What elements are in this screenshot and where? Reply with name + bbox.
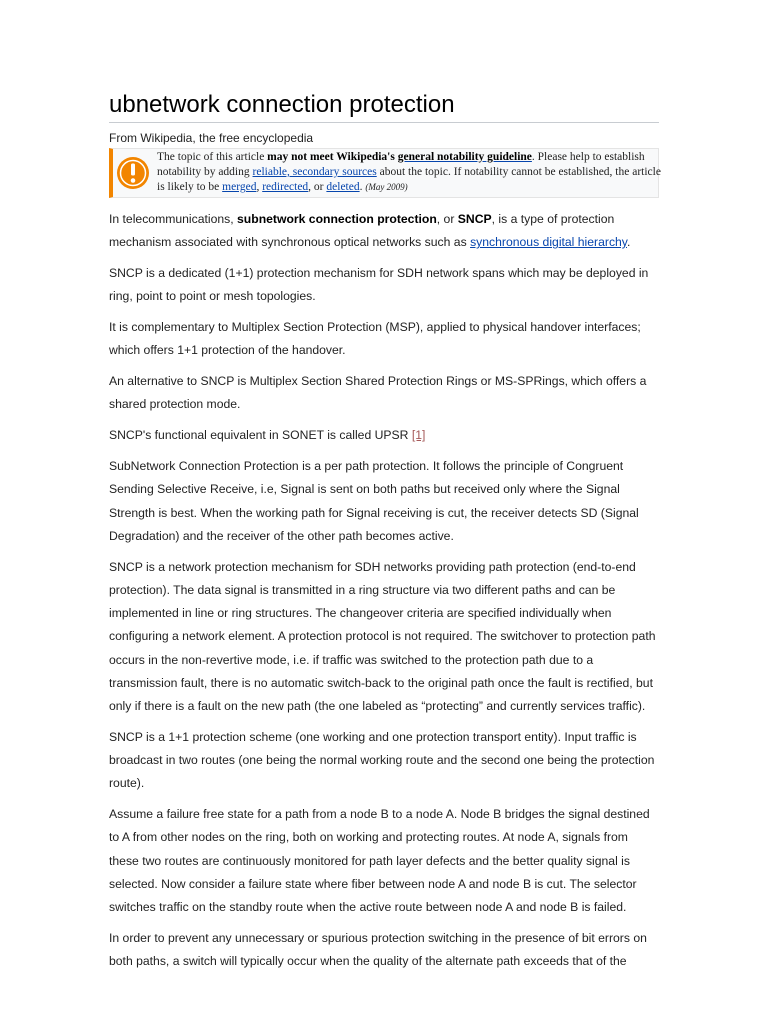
deleted-link[interactable]: deleted: [326, 181, 360, 193]
notice-text-part: The topic of this article: [157, 151, 268, 163]
warning-icon: [116, 156, 150, 190]
title-divider: [109, 122, 659, 123]
article-body: [109, 208, 659, 981]
reference-link[interactable]: [1]: [411, 428, 426, 443]
paragraph: SNCP is a 1+1 protection scheme (one working and one protection transport entity). Input traffic is broadcast in two routes (one being the normal working route and the second one being the protection route).: [109, 729, 655, 791]
notice-text-part: ,: [256, 181, 263, 193]
notice-emphasis: may not meet Wikipedia's: [267, 151, 398, 163]
paragraph: [109, 424, 659, 447]
term-sncp: SNCP: [457, 212, 492, 226]
notice-text-part: .: [359, 181, 366, 193]
notability-guideline-link-label: general notability guideline: [397, 151, 532, 163]
paragraph: Assume a failure free state for a path from a node B to a node A. Node B bridges the signal destined to A from other nodes on the ring, both on working and protecting routes. At node A, signals from these two routes are continuously monitored for path layer defects and the better quality signal is selected. Now consider a failure state where fiber between node A and node B is cut. The selector switches traffic on the standby route when the active route between node A and node B is failed.: [109, 807, 650, 914]
notice-text-part: about the topic. If notability cannot be established, the article is likely to be: [157, 166, 661, 193]
notability-notice: [109, 148, 659, 198]
reliable-sources-link[interactable]: reliable, secondary sources: [252, 166, 377, 178]
notice-text: [157, 150, 662, 195]
paragraph: In order to prevent any unnecessary or spurious protection switching in the presence of bit errors on both paths, a switch will typically occur when the quality of the alternate path exceeds that of the: [109, 930, 647, 969]
paragraph: [109, 208, 659, 254]
term-sncp-full: subnetwork connection protection: [237, 212, 437, 226]
text-span: SNCP's functional equivalent in SONET is called UPSR: [109, 428, 412, 443]
paragraph: An alternative to SNCP is Multiplex Section Shared Protection Rings or MS-SPRings, which offers a shared protection mode.: [109, 374, 647, 412]
site-tagline: From Wikipedia, the free encyclopedia: [109, 131, 314, 145]
paragraph: SNCP is a network protection mechanism for SDH networks providing path protection (end-to-end protection). The data signal is transmitted in a ring structure via two different paths and can be implemented in line or ring structures. The changeover criteria are specified individually when configuring a network element. A protection protocol is not required. The switchover to protection path occurs in the non-revertive mode, i.e. if traffic was switched to the protection path due to a transmission fault, there is no automatic switch-back to the original path once the fault is rectified, but only if there is a fault on the new path (the one labeled as “protecting” and currently services traffic).: [109, 559, 656, 713]
text-span: .: [627, 235, 631, 250]
notice-date: (May 2009): [365, 182, 408, 192]
notice-text-part: , or: [308, 181, 327, 193]
paragraph: SubNetwork Connection Protection is a per path protection. It follows the principle of Congruent Sending Selective Receive, i.e, Signal is sent on both paths but received only where the Signal Strength is best. When the working path for Signal receiving is cut, the receiver detects SD (Signal Degradation) and the receiver of the other path becomes active.: [109, 459, 639, 543]
paragraph: SNCP is a dedicated (1+1) protection mechanism for SDH network spans which may be deployed in ring, point to point or mesh topologies.: [109, 266, 649, 304]
text-span: In telecommunications,: [109, 212, 238, 226]
text-span: , is a type of protection mechanism associated with synchronous optical networks such as: [109, 212, 615, 250]
sdh-link[interactable]: synchronous digital hierarchy: [470, 235, 627, 250]
paragraph: It is complementary to Multiplex Section Protection (MSP), applied to physical handover interfaces; which offers 1+1 protection of the handover.: [109, 320, 641, 358]
redirected-link[interactable]: redirected: [262, 181, 309, 193]
page-title: ubnetwork connection protection: [109, 91, 455, 118]
text-span: , or: [436, 212, 458, 226]
merged-link[interactable]: merged: [222, 181, 257, 193]
notability-guideline-link[interactable]: [398, 151, 532, 163]
notice-text-part: . Please help to establish notability by adding: [157, 151, 645, 178]
